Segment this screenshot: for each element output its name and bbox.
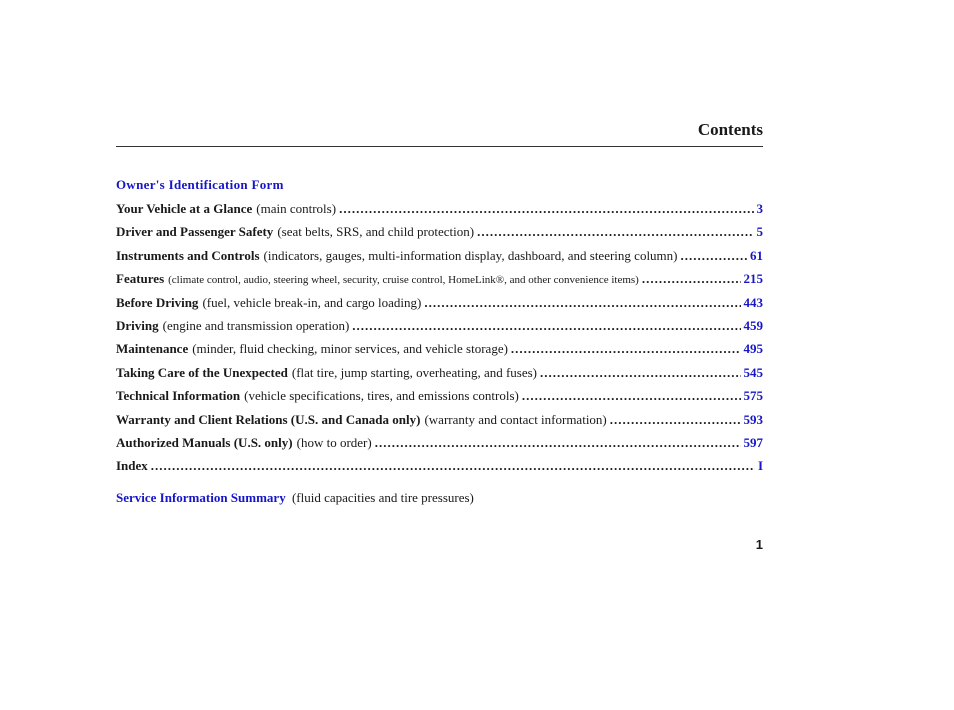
- toc-entry-driver-and-passenger-safety[interactable]: [116, 224, 763, 247]
- toc-entry-title: Driving: [116, 317, 159, 333]
- toc-entry-page-link[interactable]: 215: [743, 271, 763, 287]
- toc-entry-description: (main controls): [256, 201, 337, 216]
- dot-leader: [339, 201, 753, 217]
- toc-entry-page-link[interactable]: I: [757, 458, 763, 474]
- dot-leader: [424, 295, 740, 311]
- toc-entry-description: (minder, fluid checking, minor services, and vehicle storage): [192, 341, 508, 357]
- toc-entry-description: (vehicle specifications, tires, and emissions controls): [244, 388, 519, 404]
- toc-entry-title: Features: [116, 271, 165, 287]
- toc-entry-page-link[interactable]: 495: [743, 341, 763, 357]
- toc-entry-before-driving[interactable]: [116, 295, 763, 318]
- dot-leader: [681, 248, 748, 264]
- toc-entry-description: (climate control, audio, steering wheel, security, cruise control, HomeLink®, and other convenience items): [168, 274, 639, 287]
- toc-entry-description: (fuel, vehicle break-in, and cargo loading): [202, 294, 422, 310]
- dot-leader: [477, 224, 753, 240]
- service-information-summary-link[interactable]: Service Information Summary: [116, 490, 286, 505]
- page-title: Contents: [697, 120, 763, 139]
- dot-leader: [151, 458, 755, 474]
- toc-entry-page-link[interactable]: 443: [743, 294, 763, 310]
- toc-entry-page-link[interactable]: 3: [756, 201, 763, 216]
- service-information-description: (fluid capacities and tire pressures): [291, 490, 474, 505]
- toc-entry-page-link[interactable]: 459: [743, 317, 763, 333]
- dot-leader: [375, 435, 741, 451]
- toc-entry-authorized-manuals[interactable]: [116, 435, 763, 458]
- toc-entry-page-link[interactable]: 597: [743, 434, 763, 450]
- toc-entry-title: Instruments and Controls: [116, 247, 260, 263]
- toc-entry-maintenance[interactable]: [116, 341, 763, 364]
- toc-entry-title: Driver and Passenger Safety: [116, 224, 274, 240]
- toc-entry-page-link[interactable]: 61: [750, 247, 763, 263]
- toc-entry-index[interactable]: [116, 458, 763, 481]
- toc-entry-instruments-and-controls[interactable]: [116, 248, 763, 271]
- toc-entry-page-link[interactable]: 593: [743, 411, 763, 427]
- toc-entry-warranty-and-client-relations[interactable]: [116, 412, 763, 435]
- toc-entry-page-link[interactable]: 545: [743, 364, 763, 380]
- toc-entry-technical-information[interactable]: [116, 388, 763, 411]
- dot-leader: [540, 365, 740, 381]
- title-divider: [116, 146, 763, 147]
- dot-leader: [522, 388, 741, 404]
- service-information-summary: [116, 490, 474, 506]
- toc-entry-your-vehicle-at-a-glance[interactable]: [116, 201, 763, 224]
- toc-entry-title: Technical Information: [116, 388, 241, 404]
- toc-entry-taking-care-of-the-unexpected[interactable]: [116, 365, 763, 388]
- toc-entry-description: (indicators, gauges, multi-information display, dashboard, and steering column): [263, 247, 678, 263]
- toc-entry-title: Before Driving: [116, 294, 199, 310]
- toc-entry-driving[interactable]: [116, 318, 763, 341]
- owners-identification-form-link[interactable]: Owner's Identification Form: [116, 177, 284, 192]
- toc-entry-page-link[interactable]: 5: [756, 224, 763, 240]
- toc-entry-page-link[interactable]: 575: [743, 388, 763, 404]
- toc-entry-description: (how to order): [296, 434, 372, 450]
- toc-entry-title: Your Vehicle at a Glance: [116, 201, 253, 216]
- page-number: 1: [755, 537, 763, 552]
- toc-entry-title: Warranty and Client Relations (U.S. and Canada only): [116, 411, 421, 427]
- toc-entry-title: Index: [116, 458, 148, 474]
- table-of-contents: [116, 201, 763, 482]
- toc-entry-description: (engine and transmission operation): [162, 317, 350, 333]
- toc-entry-title: Authorized Manuals (U.S. only): [116, 434, 293, 450]
- toc-entry-features[interactable]: [116, 271, 763, 294]
- toc-entry-description: (warranty and contact information): [424, 411, 607, 427]
- toc-entry-title: Maintenance: [116, 341, 189, 357]
- toc-entry-description: (seat belts, SRS, and child protection): [277, 224, 475, 240]
- toc-entry-title: Taking Care of the Unexpected: [116, 364, 288, 380]
- dot-leader: [511, 341, 741, 357]
- dot-leader: [610, 412, 741, 428]
- dot-leader: [642, 271, 741, 287]
- dot-leader: [352, 318, 740, 334]
- toc-entry-description: (flat tire, jump starting, overheating, and fuses): [291, 364, 538, 380]
